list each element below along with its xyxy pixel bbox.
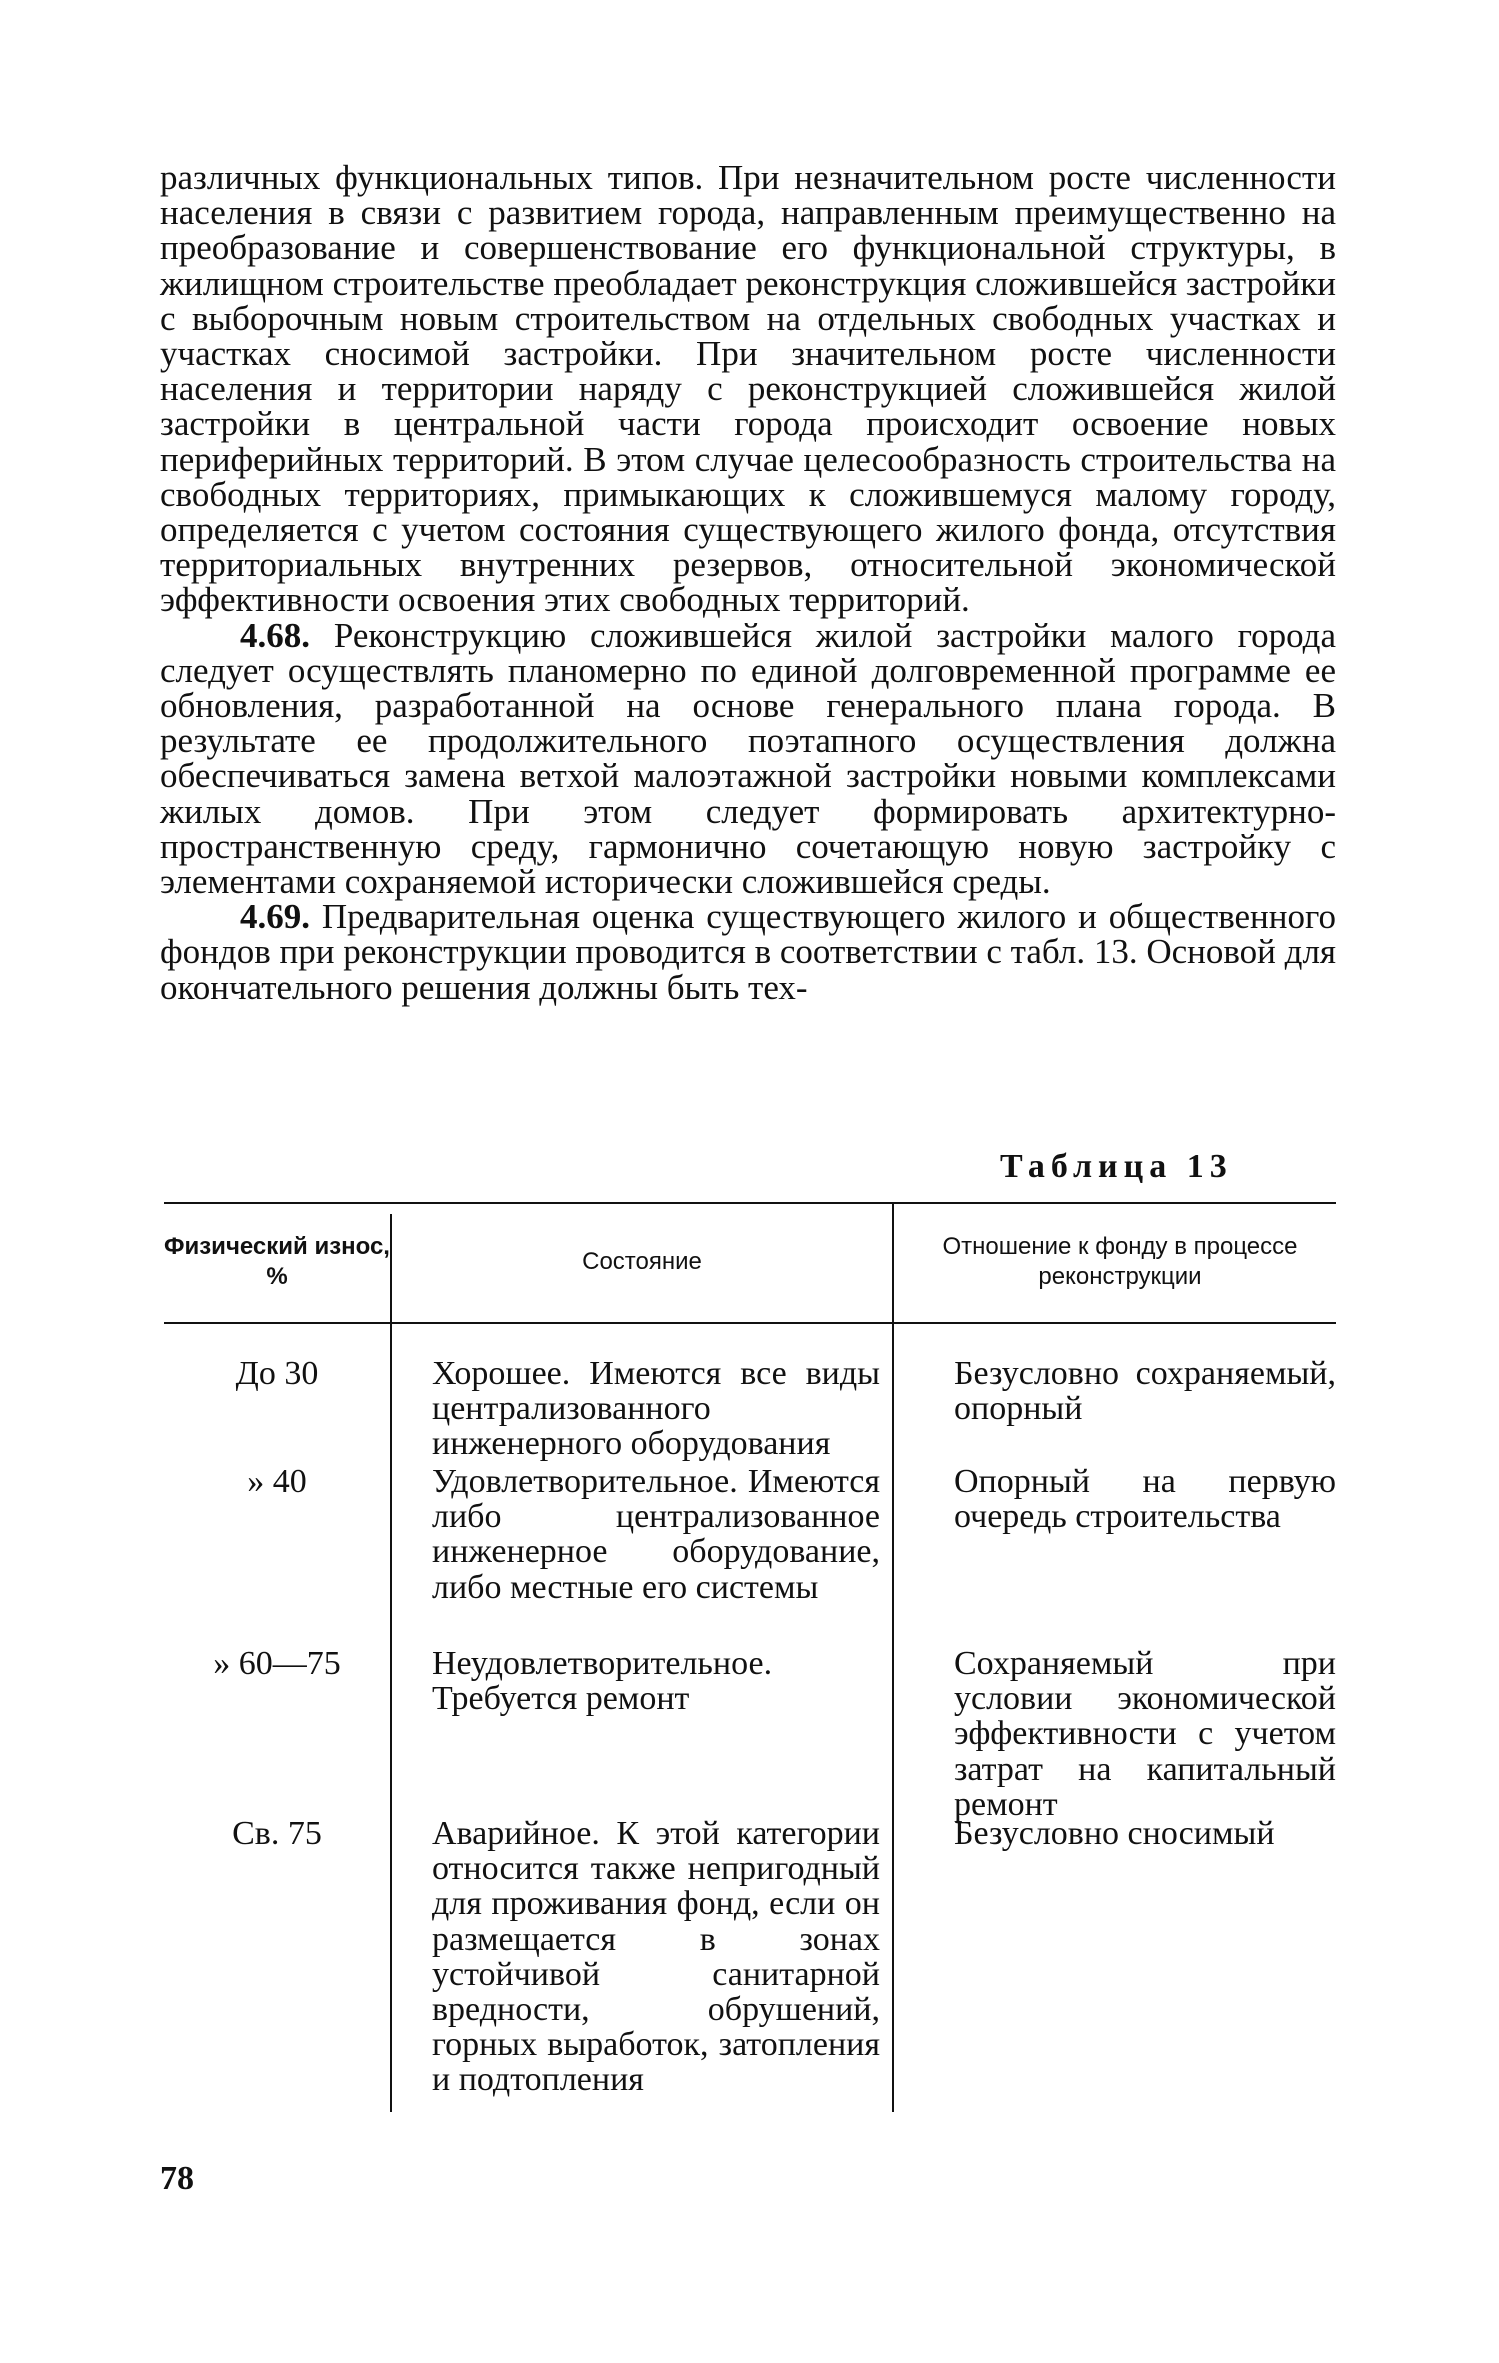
clause-text-4-69: Предварительная оценка существующего жилого и общественного фондов при реконструкции проводится в соответствии с табл. 13. Основой для окончательного решения должны быть тех- (160, 897, 1337, 1007)
row-2-wear: » 40 (247, 1463, 307, 1500)
clause-text-4-68: Реконструкцию сложившейся жилой застройки малого города следует осуществлять планомерно по единой долговременной программе ее обновления, разработанной на основе генерального плана города. В результате ее продолжительного поэтапного осуществления должна обеспечиваться замена ветхой малоэтажной застройки новыми комплексами жилых домов. При этом следует формировать архитектурно-пространственную среду, гармонично сочетающую новую застройку с элементами сохраняемой исторически сложившейся среды. (160, 615, 1336, 902)
clause-number-4-68: 4.68. (240, 615, 310, 655)
column-divider-2 (892, 1202, 894, 2112)
paragraph-4-69 (160, 899, 1336, 1005)
row-3-wear: » 60—75 (213, 1645, 341, 1682)
row-2-relation: Опорный на первую очередь строительства (954, 1463, 1336, 1536)
clause-number-4-69: 4.69. (240, 897, 310, 937)
table-top-rule (164, 1202, 1336, 1204)
row-1-relation: Безусловно сохраняемый, опорный (954, 1355, 1336, 1428)
page-number: 78 (160, 2160, 194, 2197)
table-title: Таблица 13 (1000, 1148, 1233, 1185)
row-1-wear: До 30 (235, 1355, 319, 1392)
header-state: Состояние (582, 1248, 702, 1275)
row-4-wear: Св. 75 (232, 1815, 322, 1852)
row-2-state: Удовлетворительное. Имеются либо централизованное инженерное оборудование, либо местные его системы (432, 1463, 880, 1606)
row-3-relation: Сохраняемый при условии экономической эффективности с учетом затрат на капитальный ремонт (954, 1645, 1336, 1823)
paragraph-1: различных функциональных типов. При незначительном росте численности населения в связи с развитием города, направленным преимущественно на преобразование и совершенствование его функциональной структуры, в жилищном строительстве преобладает реконструкция сложившейся застройки с выборочным новым строительством на отдельных свободных участках и участках сносимой застройки. При значительном росте численности населения и территории наряду с реконструкцией сложившейся жилой застройки в центральной части города происходит освоение новых периферийных территорий. В этом случае целесообразность строительства на свободных территориях, примыкающих к сложившемуся малому городу, определяется с учетом состояния существующего жилого фонда, отсутствия территориальных внутренних резервов, относительной экономической эффективности освоения этих свободных территорий. (160, 158, 1336, 620)
paragraph-4-68 (160, 615, 1336, 902)
row-1-state: Хорошее. Имеются все виды централизованного инженерного оборудования (432, 1355, 880, 1463)
table-header-rule (164, 1322, 1336, 1324)
header-relation: Отношение к фонду в процессе реконструкции (942, 1233, 1298, 1290)
header-wear: Физический износ, % (164, 1233, 390, 1290)
row-4-state: Аварийное. К этой категории относится также непригодный для проживания фонд, если он размещается в зонах устойчивой санитарной вредности, обрушений, горных выработок, затопления и подтопления (432, 1815, 880, 2099)
column-divider-1 (390, 1214, 392, 2112)
table-13 (164, 1202, 1336, 2112)
row-3-state: Неудовлетворительное. Требуется ремонт (432, 1645, 773, 1718)
row-4-relation: Безусловно сносимый (954, 1815, 1275, 1852)
body-text (160, 160, 1336, 1005)
